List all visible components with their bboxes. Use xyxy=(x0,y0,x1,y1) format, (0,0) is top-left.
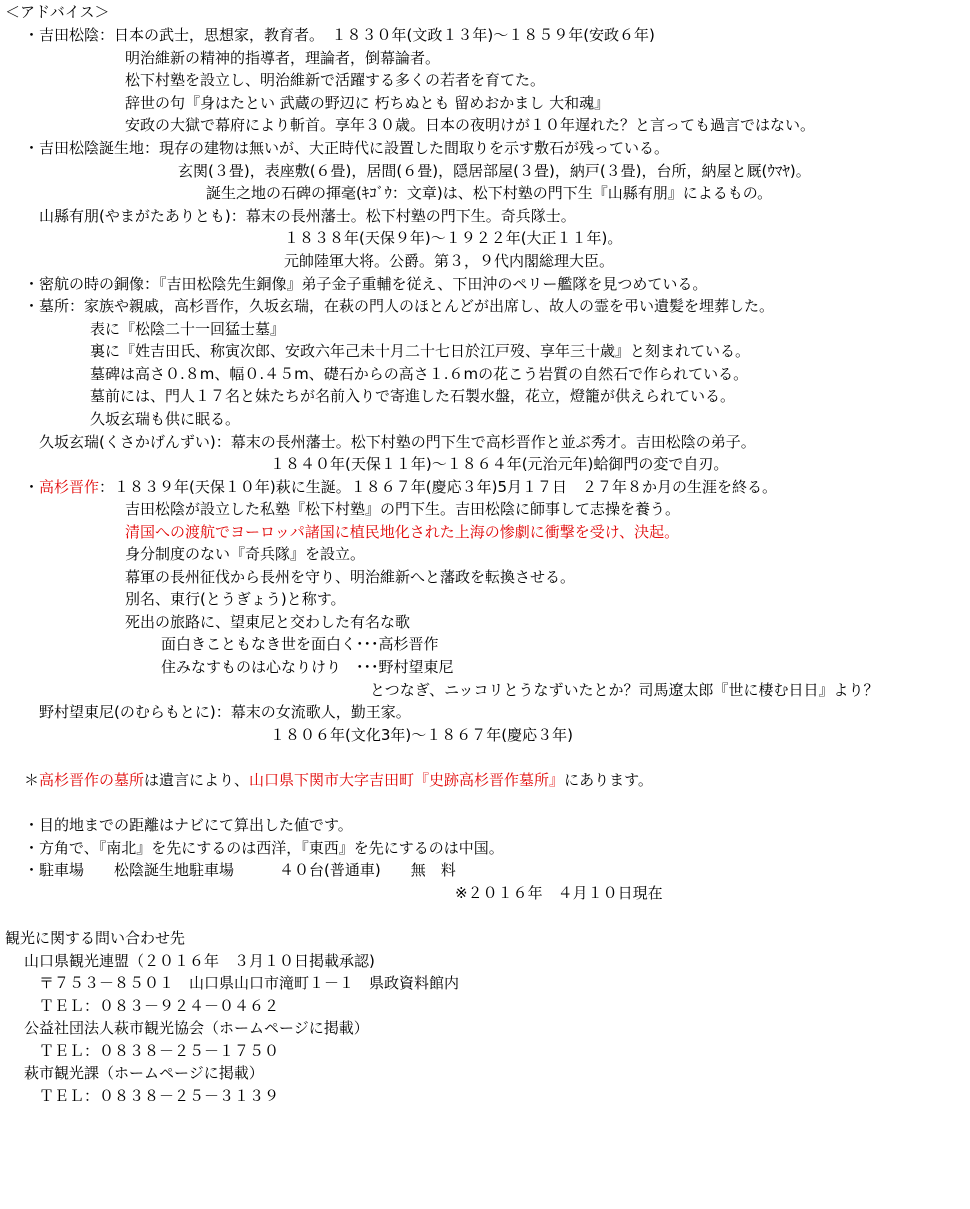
grave-offerings: 墓前には、門人１７名と妹たちが名前入りで寄進した石製水盤，花立，燈籠が供えられている。 xyxy=(90,387,736,405)
takasugi-grave-note xyxy=(24,769,653,791)
yamagata-titles: 元帥陸軍大将。公爵。第３，９代内閣総理大臣。 xyxy=(284,252,615,270)
yoshida-shoin-death-poem: 辞世の句『身はたとい 武蔵の野辺に 朽ちぬとも 留めおかまし 大和魂』 xyxy=(125,94,610,112)
bullet: ・ xyxy=(24,478,40,496)
yamagata-years: １８３８年(天保９年)～１９２２年(大正１１年)。 xyxy=(284,229,623,247)
location-suffix: にあります。 xyxy=(564,771,653,789)
asterisk: ＊ xyxy=(24,771,40,789)
poem-line-2: 住みなすものは心なりけり ･･･野村望東尼 xyxy=(161,658,454,676)
contact-hagi-association-tel: ＴＥＬ：０８３８－２５－１７５０ xyxy=(39,1042,280,1060)
takasugi-line-2: 吉田松陰が設立した私塾『松下村塾』の門下生。吉田松陰に師事して志操を養う。 xyxy=(125,500,681,518)
contact-yamaguchi-address: 〒７５３－８５０１ 山口県山口市滝町１－１ 県政資料館内 xyxy=(39,974,460,992)
advice-heading: ＜アドバイス＞ xyxy=(5,3,110,21)
takasugi-intro xyxy=(24,476,777,498)
takasugi-birth-death: ：１８３９年(天保１０年)萩に生誕。１８６７年(慶応３年)5月１７日 ２７年８か月の生涯を終る。 xyxy=(99,478,777,496)
contact-hagi-city-name: 萩市観光課（ホームページに掲載） xyxy=(24,1064,264,1082)
will-text: は遺言により、 xyxy=(144,771,250,789)
grave-location: 山口県下関市大字吉田町『史跡高杉晋作墓所』 xyxy=(249,771,565,789)
takasugi-shanghai-line: 清国への渡航でヨーロッパ諸国に植民地化された上海の惨劇に衝撃を受け、決起。 xyxy=(125,523,680,541)
as-of-date: ※２０１６年 ４月１０日現在 xyxy=(455,884,663,902)
yamagata-intro: 山縣有朋(やまがたありとも)：幕末の長州藩士。松下村塾の門下生。奇兵隊士。 xyxy=(39,207,576,225)
nomura-intro: 野村望東尼(のむらもとに)：幕末の女流歌人，勤王家。 xyxy=(39,703,411,721)
poem-line-1: 面白きこともなき世を面白く･･･高杉晋作 xyxy=(161,635,439,653)
direction-note: ・方角で、『南北』を先にするのは西洋，『東西』を先にするのは中国。 xyxy=(24,839,504,857)
parking-line: ・駐車場 松陰誕生地駐車場 ４０台(普通車) 無 料 xyxy=(24,861,456,879)
birthplace-rooms: 玄関(３畳)，表座敷(６畳)，居間(６畳)，隠居部屋(３畳)，納戸(３畳)，台所，納屋と厩(ｳﾏﾔ)。 xyxy=(178,162,811,180)
grave-back: 裏に『姓吉田氏、称寅次郎、安政六年己未十月二十七日於江戸歿、享年三十歳』と刻まれている。 xyxy=(90,342,751,360)
takasugi-line-5: 幕軍の長州征伐から長州を守り、明治維新へと藩政を転換させる。 xyxy=(125,568,576,586)
grave-front: 表に『松陰二十一回猛士墓』 xyxy=(90,320,286,338)
grave-kusaka: 久坂玄瑞も供に眠る。 xyxy=(90,410,241,428)
takasugi-grave: 高杉晋作の墓所 xyxy=(39,771,145,789)
yoshida-shoin-line-5: 安政の大獄で幕府により斬首。享年３０歳。日本の夜明けが１０年遅れた？と言っても過言ではない。 xyxy=(125,116,816,134)
bronze-statue-line: ・密航の時の銅像：『吉田松陰先生銅像』弟子金子重輔を従え、下田沖のペリー艦隊を見つめている。 xyxy=(24,275,708,293)
distance-note: ・目的地までの距離はナビにて算出した値です。 xyxy=(24,816,353,834)
takasugi-poem-intro: 死出の旅路に、望東尼と交わした有名な歌 xyxy=(125,613,411,631)
contact-yamaguchi-name: 山口県観光連盟（２０１６年 ３月１０日掲載承認) xyxy=(24,952,375,970)
takasugi-alias: 別名、東行(とうぎょう)と称す。 xyxy=(125,590,346,608)
birthplace-monument: 誕生之地の石碑の揮毫(ｷｺﾞｳ：文章)は、松下村塾の門下生『山縣有朋』によるもの。 xyxy=(206,184,773,202)
takasugi-kiheitai: 身分制度のない『奇兵隊』を設立。 xyxy=(125,545,366,563)
poem-note: とつなぎ、ニッコリとうなずいたとか？司馬遼太郎『世に棲む日日』より？ xyxy=(370,681,879,699)
grave-dimensions: 墓碑は高さ０.８m、幅０.４５m、礎石からの高さ１.６mの花こう岩質の自然石で作られている。 xyxy=(90,365,749,383)
kusaka-years: １８４０年(天保１１年)～１８６４年(元治元年)蛤御門の変で自刃。 xyxy=(270,455,729,473)
takasugi-name: 高杉晋作 xyxy=(39,478,100,496)
nomura-years: １８０６年(文化3年)～１８６７年(慶応３年) xyxy=(270,726,573,744)
birthplace-intro: ・吉田松陰誕生地：現存の建物は無いが、大正時代に設置した間取りを示す敷石が残っている。 xyxy=(24,139,670,157)
contact-hagi-association-name: 公益社団法人萩市観光協会（ホームページに掲載） xyxy=(24,1019,369,1037)
yoshida-shoin-line-2: 明治維新の精神的指導者，理論者，倒幕論者。 xyxy=(125,49,441,67)
yoshida-shoin-line-3: 松下村塾を設立し、明治維新で活躍する多くの若者を育てた。 xyxy=(125,71,546,89)
contacts-heading: 観光に関する問い合わせ先 xyxy=(5,929,186,947)
kusaka-intro: 久坂玄瑞(くさかげんずい)：幕末の長州藩士。松下村塾の門下生で高杉晋作と並ぶ秀才。吉田松陰の弟子。 xyxy=(39,433,756,451)
yoshida-shoin-intro: ・吉田松陰：日本の武士，思想家，教育者。 １８３０年(文政１３年)～１８５９年(安政６年) xyxy=(24,26,655,44)
contact-hagi-city-tel: ＴＥＬ：０８３８－２５－３１３９ xyxy=(39,1087,280,1105)
grave-intro: ・墓所：家族や親戚，高杉晋作，久坂玄瑞，在萩の門人のほとんどが出席し、故人の霊を弔い遺髪を埋葬した。 xyxy=(24,297,775,315)
contact-yamaguchi-tel: ＴＥＬ：０８３－９２４－０４６２ xyxy=(39,997,280,1015)
